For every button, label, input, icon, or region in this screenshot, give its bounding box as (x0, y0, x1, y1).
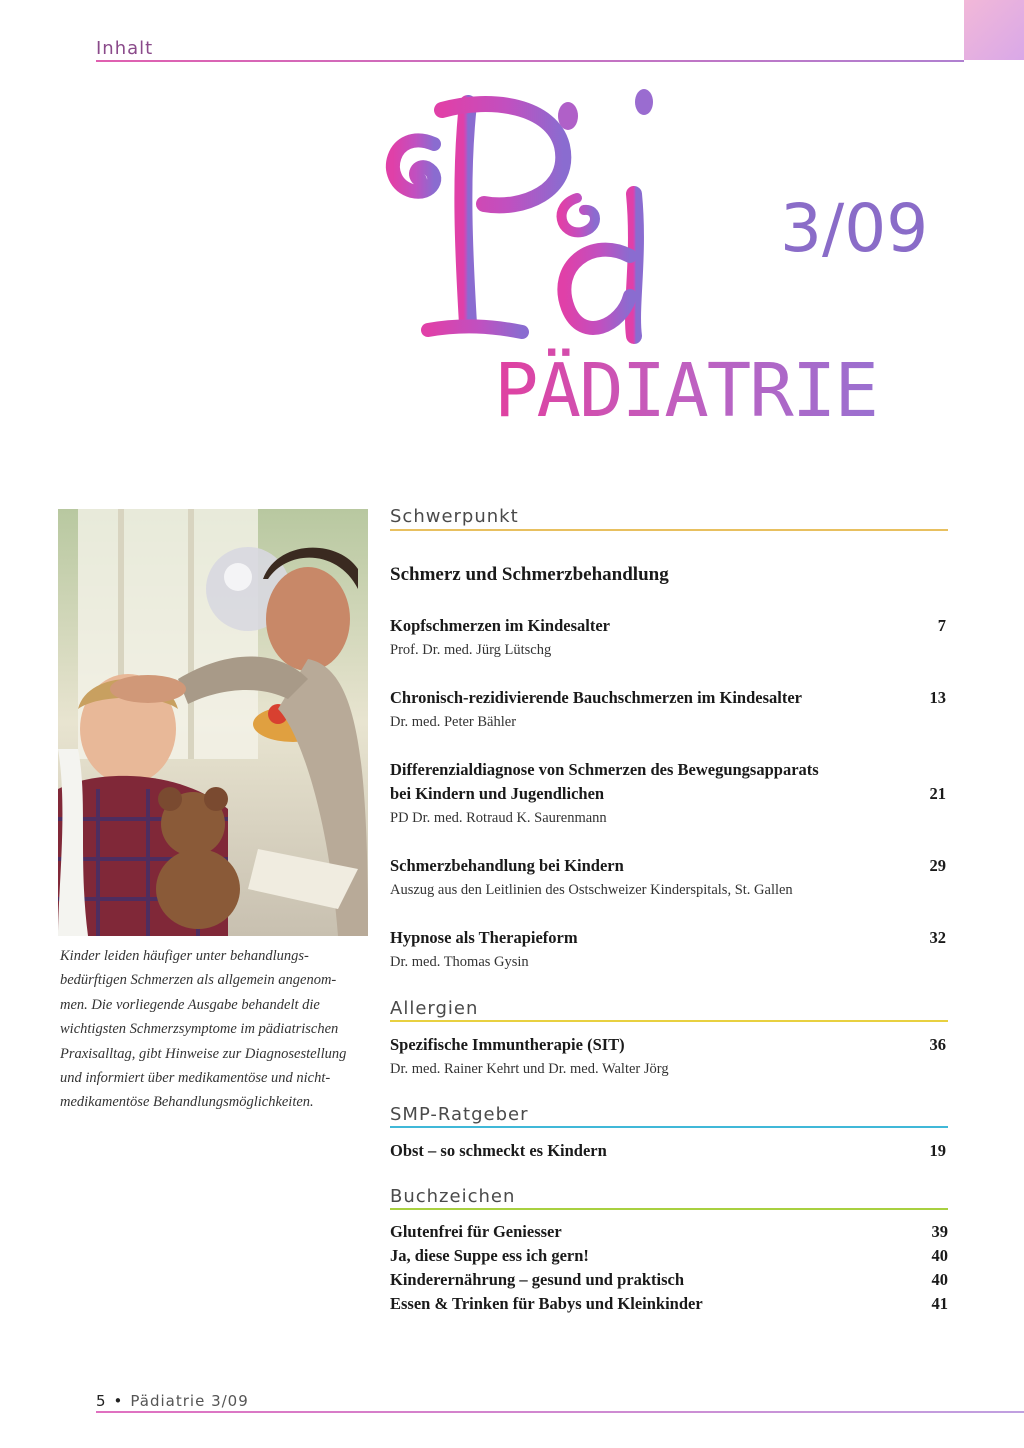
section-heading-schwerpunkt: Schwerpunkt (390, 506, 519, 527)
toc-entry-author: Auszug aus den Leitlinien des Ostschweizer Kinderspitals, St. Gallen (390, 882, 793, 898)
toc-entry-author: Prof. Dr. med. Jürg Lütschg (390, 642, 552, 658)
toc-entry-author: Dr. med. Peter Bähler (390, 714, 517, 730)
toc-entry-author: Dr. med. Rainer Kehrt und Dr. med. Walter Jörg (390, 1061, 669, 1077)
photo-illustration (58, 509, 368, 936)
toc-entry[interactable] (390, 854, 946, 901)
book-title: Ja, diese Suppe ess ich gern! (390, 1246, 589, 1265)
toc-entry[interactable] (390, 1033, 946, 1080)
toc-entry-page: 13 (929, 688, 946, 707)
book-title: Glutenfrei für Geniesser (390, 1222, 562, 1241)
book-row[interactable] (390, 1268, 948, 1292)
photo-caption: Kinder leiden häufiger unter behandlungs-bedürftigen Schmerzen als allgemein angenom-men. Die vorliegende Ausgabe behandelt die wichtigsten Schmerzsymptome im pädiatrischen Praxisalltag, gibt Hinweise zur Diagnosestellung und informiert über medikamentöse und nicht-medikamentöse Behandlungsmöglichkeiten. (60, 948, 347, 1111)
toc-entry-author: Dr. med. Thomas Gysin (390, 954, 529, 970)
section-divider-buchzeichen (390, 1208, 948, 1210)
page-footer (96, 1392, 249, 1410)
section-divider-schwerpunkt (390, 529, 948, 531)
book-page: 40 (931, 1270, 948, 1289)
brand-title: PÄDIATRIE (494, 348, 877, 434)
book-page: 39 (931, 1222, 948, 1241)
logo-pa-graphic (372, 86, 672, 356)
corner-tab (964, 0, 1024, 60)
toc-entry[interactable] (390, 614, 946, 661)
toc-entry-page: 19 (929, 1141, 946, 1160)
logo-mark (372, 86, 672, 356)
header-label: Inhalt (96, 38, 154, 59)
book-row[interactable] (390, 1292, 948, 1316)
toc-entry-title: Kopfschmerzen im Kindesalter (390, 616, 610, 635)
toc-entry-title: Schmerzbehandlung bei Kindern (390, 856, 624, 875)
toc-entry-page: 32 (929, 928, 946, 947)
book-row[interactable] (390, 1220, 948, 1244)
toc-entry-title-line1: Differenzialdiagnose von Schmerzen des Bewegungsapparats (390, 760, 819, 779)
footer-magazine: Pädiatrie 3/09 (130, 1392, 249, 1410)
toc-entry-page: 7 (937, 616, 946, 635)
toc-entry-title: Obst – so schmeckt es Kindern (390, 1141, 607, 1160)
section-heading-allergien: Allergien (390, 998, 479, 1019)
toc-entry-page: 29 (929, 856, 946, 875)
topic-title: Schmerz und Schmerzbehandlung (390, 564, 669, 585)
book-page: 41 (931, 1294, 948, 1313)
toc-entry-title: Spezifische Immuntherapie (SIT) (390, 1035, 625, 1054)
footer-divider (96, 1411, 1024, 1413)
section-divider-smp (390, 1126, 948, 1128)
toc-entry-page: 36 (929, 1035, 946, 1054)
book-page: 40 (931, 1246, 948, 1265)
issue-number: 3/09 (780, 190, 929, 267)
header-divider (96, 60, 964, 62)
book-title: Essen & Trinken für Babys und Kleinkinder (390, 1294, 703, 1313)
toc-entry-author: PD Dr. med. Rotraud K. Saurenmann (390, 810, 607, 826)
section-divider-allergien (390, 1020, 948, 1022)
toc-entry-title: Hypnose als Therapieform (390, 928, 578, 947)
book-title: Kinderernährung – gesund und praktisch (390, 1270, 685, 1289)
section-heading-buchzeichen: Buchzeichen (390, 1186, 516, 1207)
toc-entry[interactable] (390, 926, 946, 973)
book-row[interactable] (390, 1244, 948, 1268)
footer-separator: • (113, 1392, 123, 1410)
toc-entry[interactable] (390, 686, 946, 733)
toc-entry-page: 21 (929, 784, 946, 803)
toc-entry-title-line2: bei Kindern und Jugendlichen (390, 784, 605, 803)
toc-entry[interactable] (390, 758, 946, 829)
toc-entry[interactable] (390, 1139, 946, 1163)
book-list (390, 1220, 948, 1316)
footer-page-number: 5 (96, 1392, 106, 1410)
section-heading-smp: SMP-Ratgeber (390, 1104, 529, 1125)
cover-photo (58, 509, 368, 936)
toc-entry-title: Chronisch-rezidivierende Bauchschmerzen im Kindesalter (390, 688, 803, 707)
